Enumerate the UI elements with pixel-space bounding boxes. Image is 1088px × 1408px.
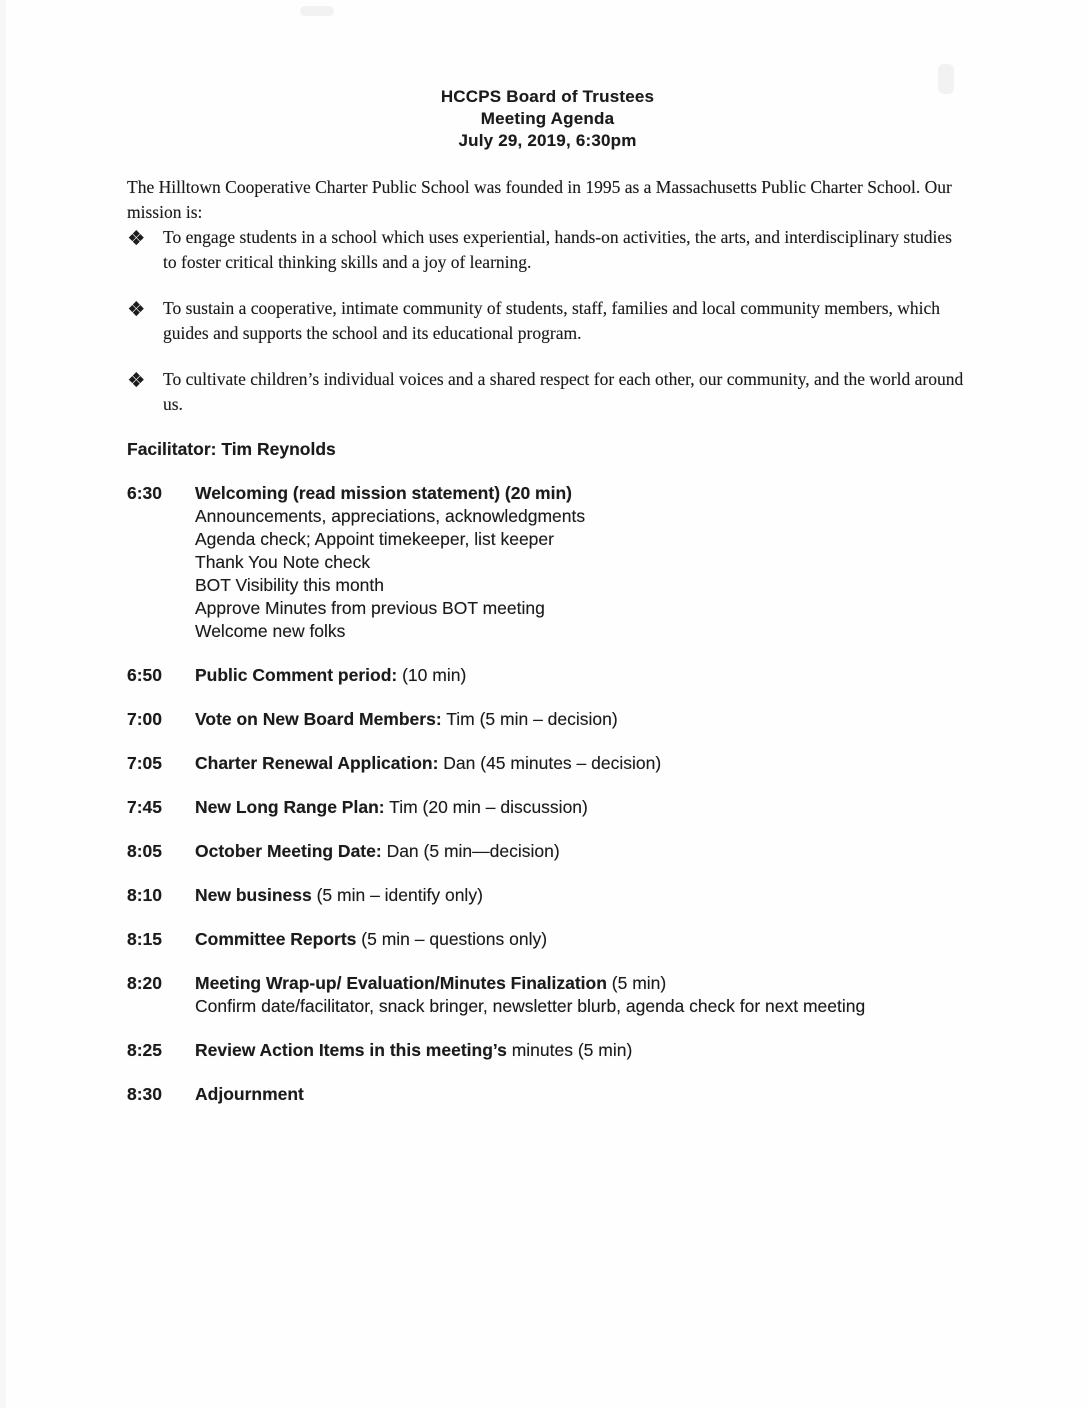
agenda-time: 7:00 bbox=[127, 709, 163, 729]
agenda-headline bbox=[195, 708, 968, 731]
agenda-title: Public Comment period: bbox=[195, 665, 398, 685]
agenda-subline: BOT Visibility this month bbox=[195, 575, 385, 595]
intro-paragraph: The Hilltown Cooperative Charter Public School was founded in 1995 as a Massachusetts Public Charter School. Our mission is: bbox=[127, 177, 952, 222]
agenda-desc bbox=[195, 482, 968, 643]
agenda-title: New Long Range Plan: bbox=[195, 797, 385, 817]
agenda-subline: Approve Minutes from previous BOT meeting bbox=[195, 598, 545, 618]
title-block bbox=[127, 86, 968, 152]
agenda-detail: (10 min) bbox=[397, 665, 467, 685]
agenda-title: Review Action Items in this meeting’s bbox=[195, 1040, 507, 1060]
agenda-headline bbox=[195, 972, 968, 995]
agenda-desc bbox=[195, 884, 968, 907]
agenda-desc bbox=[195, 928, 968, 951]
agenda-title: Adjournment bbox=[195, 1084, 304, 1104]
agenda-item bbox=[127, 928, 968, 951]
agenda-item bbox=[127, 1083, 968, 1106]
agenda-item bbox=[127, 1039, 968, 1062]
agenda-subline: Agenda check; Appoint timekeeper, list keeper bbox=[195, 529, 554, 549]
agenda-headline bbox=[195, 840, 968, 863]
agenda-title: Welcoming (read mission statement) (20 min) bbox=[195, 483, 572, 503]
agenda-desc bbox=[195, 708, 968, 731]
agenda-item bbox=[127, 664, 968, 687]
mission-item-text: To cultivate children’s individual voices and a shared respect for each other, our community, and the world around us. bbox=[163, 369, 964, 414]
agenda-time: 8:20 bbox=[127, 973, 163, 993]
document-subtitle: Meeting Agenda bbox=[480, 109, 615, 128]
agenda-detail: (5 min – identify only) bbox=[311, 885, 483, 905]
mission-item-text: To engage students in a school which uses experiential, hands-on activities, the arts, and interdisciplinary studies to foster critical thinking skills and a joy of learning. bbox=[163, 227, 952, 272]
agenda-detail: Dan (5 min—decision) bbox=[381, 841, 560, 861]
agenda-item bbox=[127, 840, 968, 863]
agenda-time: 8:15 bbox=[127, 929, 163, 949]
agenda-desc bbox=[195, 664, 968, 687]
agenda-item bbox=[127, 796, 968, 819]
scan-edge-shadow bbox=[0, 0, 6, 1408]
agenda-desc bbox=[195, 1083, 968, 1106]
agenda-title: October Meeting Date: bbox=[195, 841, 382, 861]
agenda-title: Charter Renewal Application: bbox=[195, 753, 439, 773]
mission-list bbox=[127, 225, 968, 417]
agenda-subline: Welcome new folks bbox=[195, 621, 346, 641]
agenda-time: 6:50 bbox=[127, 665, 163, 685]
agenda-detail: (5 min – questions only) bbox=[356, 929, 548, 949]
agenda-desc bbox=[195, 972, 968, 1018]
agenda-desc bbox=[195, 1039, 968, 1062]
agenda-item bbox=[127, 884, 968, 907]
agenda-subline: Announcements, appreciations, acknowledgments bbox=[195, 506, 586, 526]
agenda-subline: Thank You Note check bbox=[195, 552, 371, 572]
agenda-time: 8:05 bbox=[127, 841, 163, 861]
agenda-title: Vote on New Board Members: bbox=[195, 709, 442, 729]
agenda-time: 7:45 bbox=[127, 797, 163, 817]
agenda-time: 8:10 bbox=[127, 885, 163, 905]
agenda-time: 7:05 bbox=[127, 753, 163, 773]
agenda-headline bbox=[195, 752, 968, 775]
four-diamond-bullet-icon bbox=[130, 373, 143, 386]
agenda-title: Meeting Wrap-up/ Evaluation/Minutes Finalization bbox=[195, 973, 607, 993]
document-title: HCCPS Board of Trustees bbox=[440, 87, 655, 106]
agenda-title: Committee Reports bbox=[195, 929, 357, 949]
agenda-headline bbox=[195, 884, 968, 907]
agenda-headline bbox=[195, 1039, 968, 1062]
agenda-headline bbox=[195, 482, 968, 505]
agenda-headline bbox=[195, 928, 968, 951]
agenda-time: 6:30 bbox=[127, 483, 163, 503]
agenda-detail: Tim (20 min – discussion) bbox=[384, 797, 588, 817]
agenda-detail: minutes (5 min) bbox=[506, 1040, 633, 1060]
mission-item bbox=[127, 367, 968, 417]
agenda-headline bbox=[195, 664, 968, 687]
agenda-list bbox=[127, 482, 968, 1106]
agenda-detail: Tim (5 min – decision) bbox=[441, 709, 618, 729]
agenda-time: 8:25 bbox=[127, 1040, 163, 1060]
agenda-desc bbox=[195, 796, 968, 819]
four-diamond-bullet-icon bbox=[130, 302, 143, 315]
meeting-datetime: July 29, 2019, 6:30pm bbox=[458, 131, 637, 150]
agenda-item bbox=[127, 972, 968, 1018]
agenda-headline bbox=[195, 1083, 968, 1106]
agenda-time: 8:30 bbox=[127, 1084, 163, 1104]
scan-artifact bbox=[300, 6, 334, 16]
agenda-item bbox=[127, 752, 968, 775]
agenda-item bbox=[127, 482, 968, 643]
scan-artifact bbox=[938, 64, 954, 94]
mission-item-text: To sustain a cooperative, intimate community of students, staff, families and local community members, which guides and supports the school and its educational program. bbox=[163, 298, 941, 343]
mission-item bbox=[127, 225, 968, 275]
agenda-title: New business bbox=[195, 885, 312, 905]
facilitator-line: Facilitator: Tim Reynolds bbox=[127, 439, 336, 459]
agenda-desc bbox=[195, 752, 968, 775]
agenda-desc bbox=[195, 840, 968, 863]
mission-item bbox=[127, 296, 968, 346]
agenda-item bbox=[127, 708, 968, 731]
agenda-subline: Confirm date/facilitator, snack bringer, newsletter blurb, agenda check for next meeting bbox=[195, 996, 866, 1016]
agenda-headline bbox=[195, 796, 968, 819]
four-diamond-bullet-icon bbox=[130, 231, 143, 244]
agenda-detail: Dan (45 minutes – decision) bbox=[438, 753, 662, 773]
agenda-detail: (5 min) bbox=[606, 973, 667, 993]
